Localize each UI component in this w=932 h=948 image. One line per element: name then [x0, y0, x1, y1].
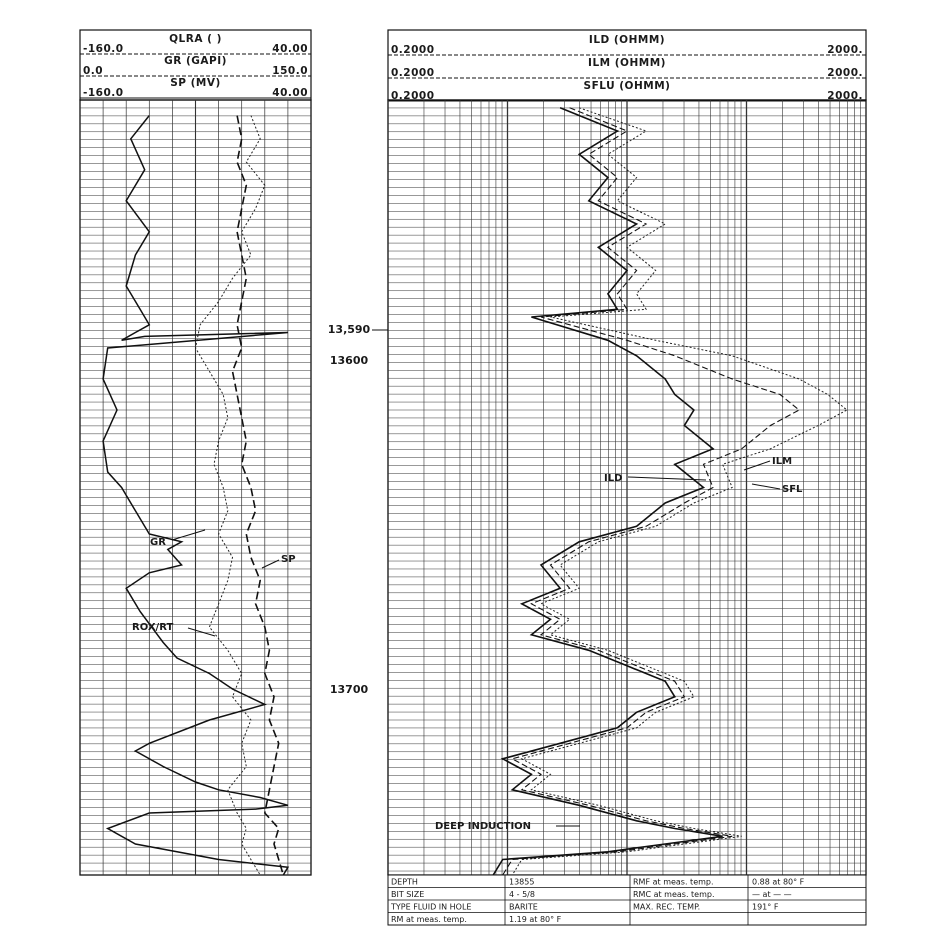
left-annotation-label: GR	[150, 537, 166, 548]
depth-label	[330, 354, 369, 367]
right-header-curve-min: 0.2000	[391, 90, 435, 102]
right-header-curve	[388, 34, 866, 56]
info-table-label: RMC at meas. temp.	[633, 890, 715, 899]
right-track	[388, 30, 866, 875]
left-header-curve	[80, 33, 311, 55]
right-annotation-arrow	[752, 484, 780, 489]
left-header-curve-min: -160.0	[83, 87, 124, 99]
depth-label	[328, 323, 388, 336]
depth-labels	[328, 323, 388, 696]
left-header-curve-max: 150.0	[272, 65, 308, 77]
left-header-curve-name: GR (GAPI)	[164, 55, 227, 67]
right-header-curve-name: ILM (OHMM)	[588, 57, 666, 69]
left-annotation	[132, 622, 215, 636]
info-table-label: TYPE FLUID IN HOLE	[391, 902, 472, 912]
right-annotation	[435, 821, 580, 832]
left-header-curve	[80, 55, 311, 77]
left-header-curve-min: 0.0	[83, 65, 104, 77]
right-header-curve	[388, 80, 866, 102]
curve-qlra	[196, 116, 265, 876]
info-table-label: BIT SIZE	[391, 890, 425, 899]
right-header-curve-name: ILD (OHMM)	[588, 34, 666, 46]
right-annotation	[744, 456, 792, 470]
right-header-curve-min: 0.2000	[391, 44, 435, 56]
left-annotation-label: ROX/RT	[132, 622, 174, 633]
left-header-curve-name: SP (MV)	[170, 77, 221, 89]
right-annotation-label: ILD	[604, 473, 623, 484]
info-table-value: 191° F	[752, 902, 779, 912]
right-annotation-label: ILM	[772, 456, 793, 467]
right-header-curve-max: 2000.	[827, 90, 863, 102]
info-table-value: 4 - 5/8	[509, 890, 535, 899]
left-annotation-label: SP	[281, 554, 296, 565]
info-table-value: 0.88 at 80° F	[752, 877, 805, 887]
depth-label-text: 13600	[329, 354, 369, 367]
right-header-curve	[388, 57, 866, 79]
right-header-curve-max: 2000.	[827, 44, 863, 56]
left-annotation-arrow	[172, 530, 205, 540]
right-annotation-label: DEEP INDUCTION	[435, 821, 532, 832]
info-table-label: RM at meas. temp.	[391, 915, 467, 924]
info-table-value: 1.19 at 80° F	[509, 915, 562, 924]
right-header-curve-min: 0.2000	[391, 67, 435, 79]
left-header-curve	[80, 77, 311, 99]
info-table-label: DEPTH	[391, 877, 418, 887]
right-header-curve-name: SFLU (OHMM)	[583, 80, 671, 92]
left-track	[80, 30, 311, 875]
right-annotation-label: SFL	[782, 484, 803, 495]
depth-label	[330, 683, 369, 696]
curve-sp	[233, 116, 284, 876]
info-table-value: 13855	[509, 877, 535, 887]
left-header-curve-min: -160.0	[83, 43, 124, 55]
left-header-curve-name: QLRA ( )	[169, 33, 222, 45]
depth-label-text: 13700	[329, 683, 369, 696]
info-table-value: BARITE	[509, 902, 538, 912]
right-annotation	[604, 473, 706, 484]
left-header-curve-max: 40.00	[272, 43, 308, 55]
right-annotation-arrow	[628, 477, 706, 480]
right-header-curve-max: 2000.	[827, 67, 863, 79]
depth-label-text: 13,590	[327, 323, 371, 336]
info-table-label: MAX. REC. TEMP.	[633, 902, 701, 912]
left-header-curve-max: 40.00	[272, 87, 308, 99]
info-table-value: — at — —	[752, 890, 792, 899]
info-table-label: RMF at meas. temp.	[633, 877, 714, 887]
info-table	[388, 875, 866, 925]
